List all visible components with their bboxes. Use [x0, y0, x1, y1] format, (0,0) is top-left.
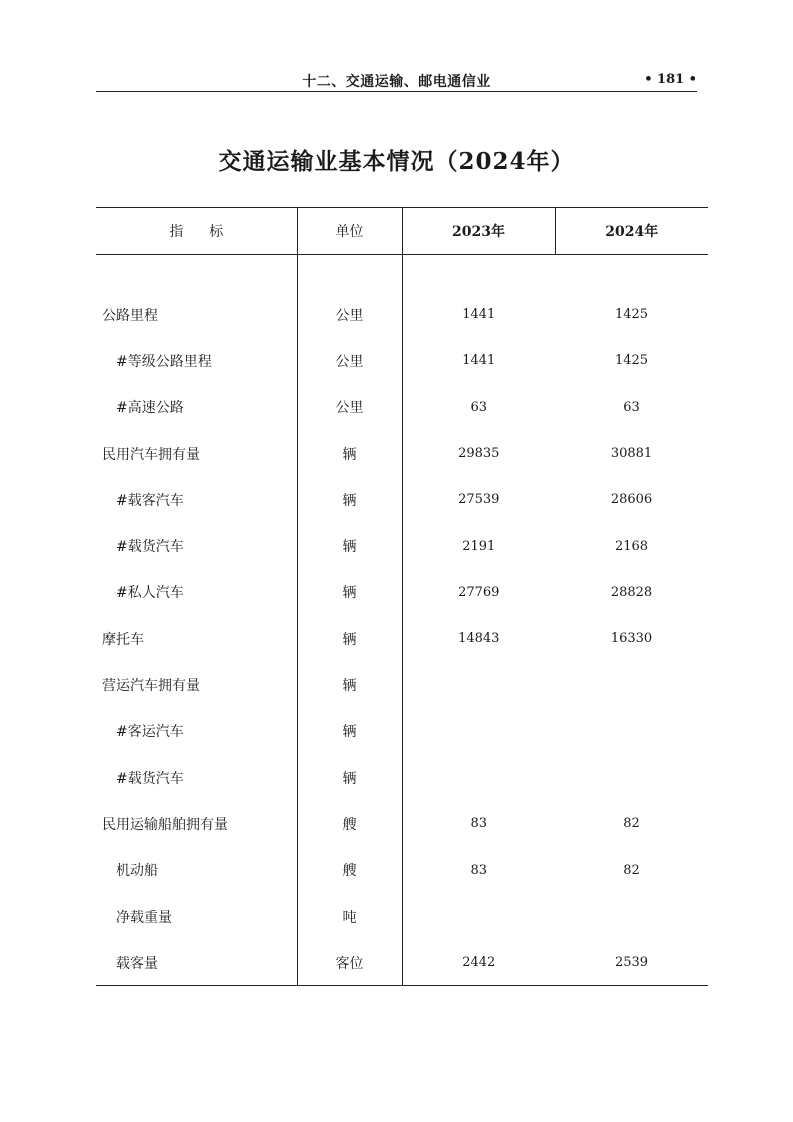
table-row	[96, 893, 708, 939]
table-row	[96, 662, 708, 708]
table-spacer-row	[96, 255, 708, 292]
value-2024-cell	[555, 708, 708, 754]
indicator-cell: #等级公路里程	[96, 338, 297, 384]
value-2024-cell: 28606	[610, 492, 653, 508]
value-2023-cell	[402, 708, 555, 754]
value-2023-cell: 27539	[458, 492, 500, 508]
value-2024-cell: 1425	[614, 307, 649, 323]
value-2024-cell	[555, 893, 708, 939]
indicator-cell: 公路里程	[96, 292, 297, 338]
page-number: • 181 •	[644, 72, 697, 87]
table-row	[96, 847, 708, 893]
unit-cell: 公里	[297, 338, 402, 384]
column-header-2024: 2024年	[555, 208, 708, 255]
table-row	[96, 569, 708, 615]
value-2023-cell: 14843	[458, 631, 500, 647]
value-2023-cell	[402, 662, 555, 708]
column-header-unit: 单位	[297, 208, 402, 255]
section-title: 十二、交通运输、邮电通信业	[302, 74, 491, 90]
value-2023-cell	[402, 754, 555, 800]
column-header-2023: 2023年	[402, 208, 555, 255]
table-row	[96, 940, 708, 986]
indicator-cell: 营运汽车拥有量	[96, 662, 297, 708]
value-2024-cell: 2168	[614, 538, 649, 554]
indicator-cell: 摩托车	[96, 616, 297, 662]
unit-cell: 辆	[297, 477, 402, 523]
value-2023-cell: 27769	[458, 584, 500, 600]
indicator-cell: #私人汽车	[96, 569, 297, 615]
table-row	[96, 708, 708, 754]
indicator-cell: #高速公路	[96, 384, 297, 430]
value-2024-cell: 82	[623, 816, 640, 832]
value-2023-cell: 29835	[458, 446, 500, 462]
value-2024-cell	[555, 662, 708, 708]
indicator-cell: #载货汽车	[96, 523, 297, 569]
value-2024-cell: 16330	[610, 631, 653, 647]
table-body	[96, 255, 708, 986]
value-2023-cell: 2191	[462, 538, 496, 554]
value-2023-cell: 63	[470, 399, 488, 415]
table-row	[96, 338, 708, 384]
value-2024-cell: 28828	[610, 584, 653, 600]
table-header-row	[96, 208, 708, 255]
value-2024-cell: 82	[623, 862, 640, 878]
unit-cell: 公里	[297, 292, 402, 338]
value-2024-cell: 63	[623, 399, 640, 415]
unit-cell: 辆	[297, 662, 402, 708]
indicator-cell: #载客汽车	[96, 477, 297, 523]
unit-cell: 辆	[297, 523, 402, 569]
table-row	[96, 292, 708, 338]
value-2023-cell: 83	[470, 862, 488, 878]
unit-cell: 艘	[297, 847, 402, 893]
indicator-cell: #载货汽车	[96, 754, 297, 800]
table-row	[96, 523, 708, 569]
value-2023-cell	[402, 893, 555, 939]
unit-cell: 辆	[297, 708, 402, 754]
unit-cell: 辆	[297, 430, 402, 476]
column-header-indicator: 指标	[96, 208, 297, 255]
indicator-cell: 民用运输船舶拥有量	[96, 801, 297, 847]
value-2023-cell: 1441	[462, 307, 496, 323]
table-row	[96, 430, 708, 476]
indicator-cell: 净载重量	[96, 893, 297, 939]
table-row	[96, 384, 708, 430]
transport-table	[96, 207, 708, 986]
value-2024-cell: 30881	[610, 446, 653, 462]
value-2023-cell: 83	[470, 816, 488, 832]
indicator-cell: #客运汽车	[96, 708, 297, 754]
value-2024-cell	[555, 754, 708, 800]
indicator-cell: 机动船	[96, 847, 297, 893]
table-row	[96, 477, 708, 523]
unit-cell: 艘	[297, 801, 402, 847]
unit-cell: 辆	[297, 616, 402, 662]
unit-cell: 辆	[297, 754, 402, 800]
running-header	[96, 71, 697, 92]
indicator-cell: 民用汽车拥有量	[96, 430, 297, 476]
value-2024-cell: 2539	[555, 940, 708, 986]
table-row	[96, 801, 708, 847]
unit-cell: 客位	[297, 940, 402, 986]
table-row	[96, 616, 708, 662]
unit-cell: 吨	[297, 893, 402, 939]
value-2023-cell: 2442	[402, 940, 555, 986]
value-2023-cell: 1441	[462, 353, 496, 369]
page-title: 交通运输业基本情况（2024年）	[218, 148, 575, 175]
unit-cell: 辆	[297, 569, 402, 615]
indicator-cell: 载客量	[96, 940, 297, 986]
table-row	[96, 754, 708, 800]
unit-cell: 公里	[297, 384, 402, 430]
value-2024-cell: 1425	[614, 353, 649, 369]
